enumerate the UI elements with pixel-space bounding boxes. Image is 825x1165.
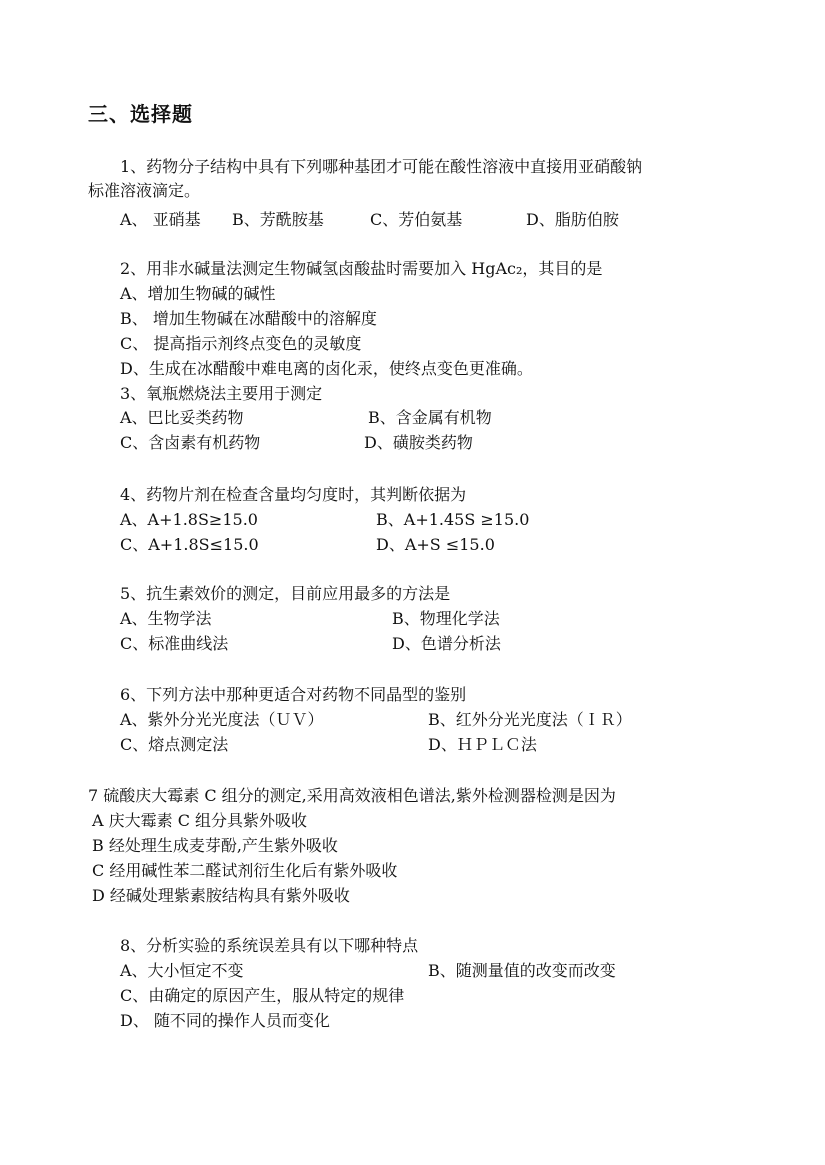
q1-option-a: A、 亚硝基 bbox=[120, 210, 201, 229]
q5-option-c: C、标准曲线法 bbox=[120, 634, 229, 653]
q3-option-d: D、磺胺类药物 bbox=[364, 433, 473, 452]
q1-option-c: C、芳伯氨基 bbox=[370, 210, 463, 229]
q8-option-d: D、 随不同的操作人员而变化 bbox=[120, 1011, 330, 1030]
q3-option-b: B、含金属有机物 bbox=[368, 408, 492, 427]
q8-option-a: A、大小恒定不变 bbox=[120, 961, 244, 980]
q3-option-c: C、含卤素有机药物 bbox=[120, 433, 261, 452]
q8-option-c: C、由确定的原因产生，服从特定的规律 bbox=[120, 986, 405, 1005]
q7-stem: 7 硫酸庆大霉素 C 组分的测定,采用高效液相色谱法,紫外检测器检测是因为 bbox=[88, 786, 616, 805]
q4-stem: 4、药物片剂在检查含量均匀度时，其判断依据为 bbox=[120, 485, 467, 504]
q4-option-b: B、A+1.45S ≥15.0 bbox=[376, 510, 530, 529]
q6-stem: 6、下列方法中那种更适合对药物不同晶型的鉴别 bbox=[120, 685, 467, 704]
q5-stem: 5、抗生素效价的测定，目前应用最多的方法是 bbox=[120, 584, 451, 603]
section-title: 三、选择题 bbox=[88, 102, 193, 126]
q8-option-b: B、随测量值的改变而改变 bbox=[428, 961, 616, 980]
q4-option-a: A、A+1.8S≥15.0 bbox=[120, 510, 258, 529]
q2-option-a: A、增加生物碱的碱性 bbox=[120, 284, 276, 303]
q2-option-d: D、生成在冰醋酸中难电离的卤化汞，使终点变色更准确。 bbox=[120, 359, 533, 378]
q5-option-d: D、色谱分析法 bbox=[392, 634, 501, 653]
q2-option-b: B、 增加生物碱在冰醋酸中的溶解度 bbox=[120, 309, 377, 328]
q1-stem: 1、药物分子结构中具有下列哪种基团才可能在酸性溶液中直接用亚硝酸钠 bbox=[120, 157, 643, 176]
q6-option-a: A、紫外分光光度法（ＵＶ） bbox=[120, 710, 324, 729]
q4-option-c: C、A+1.8S≤15.0 bbox=[120, 535, 259, 554]
q7-option-a: A 庆大霉素 C 组分具紫外吸收 bbox=[92, 811, 308, 830]
q7-option-d: D 经碱处理紫素胺结构具有紫外吸收 bbox=[92, 886, 350, 905]
q1-option-d: D、脂肪伯胺 bbox=[526, 210, 619, 229]
q1-option-b: B、芳酰胺基 bbox=[232, 210, 324, 229]
q3-stem: 3、氧瓶燃烧法主要用于测定 bbox=[120, 384, 323, 403]
q3-option-a: A、巴比妥类药物 bbox=[120, 408, 244, 427]
q4-option-d: D、A+S ≤15.0 bbox=[376, 535, 495, 554]
q7-option-c: C 经用碱性苯二醛试剂衍生化后有紫外吸收 bbox=[92, 861, 398, 880]
q5-option-a: A、生物学法 bbox=[120, 609, 212, 628]
q8-stem: 8、分析实验的系统误差具有以下哪种特点 bbox=[120, 936, 419, 955]
q2-stem: 2、用非水碱量法测定生物碱氢卤酸盐时需要加入 HgAc₂，其目的是 bbox=[120, 259, 603, 278]
q6-option-c: C、熔点测定法 bbox=[120, 735, 229, 754]
q2-option-c: C、 提高指示剂终点变色的灵敏度 bbox=[120, 334, 362, 353]
q1-stem-cont: 标准溶液滴定。 bbox=[88, 181, 201, 200]
q6-option-d: D、ＨＰＬＣ法 bbox=[428, 735, 537, 754]
q5-option-b: B、物理化学法 bbox=[392, 609, 500, 628]
q7-option-b: B 经处理生成麦芽酚,产生紫外吸收 bbox=[92, 836, 338, 855]
q6-option-b: B、红外分光光度法（ＩＲ） bbox=[428, 710, 632, 729]
